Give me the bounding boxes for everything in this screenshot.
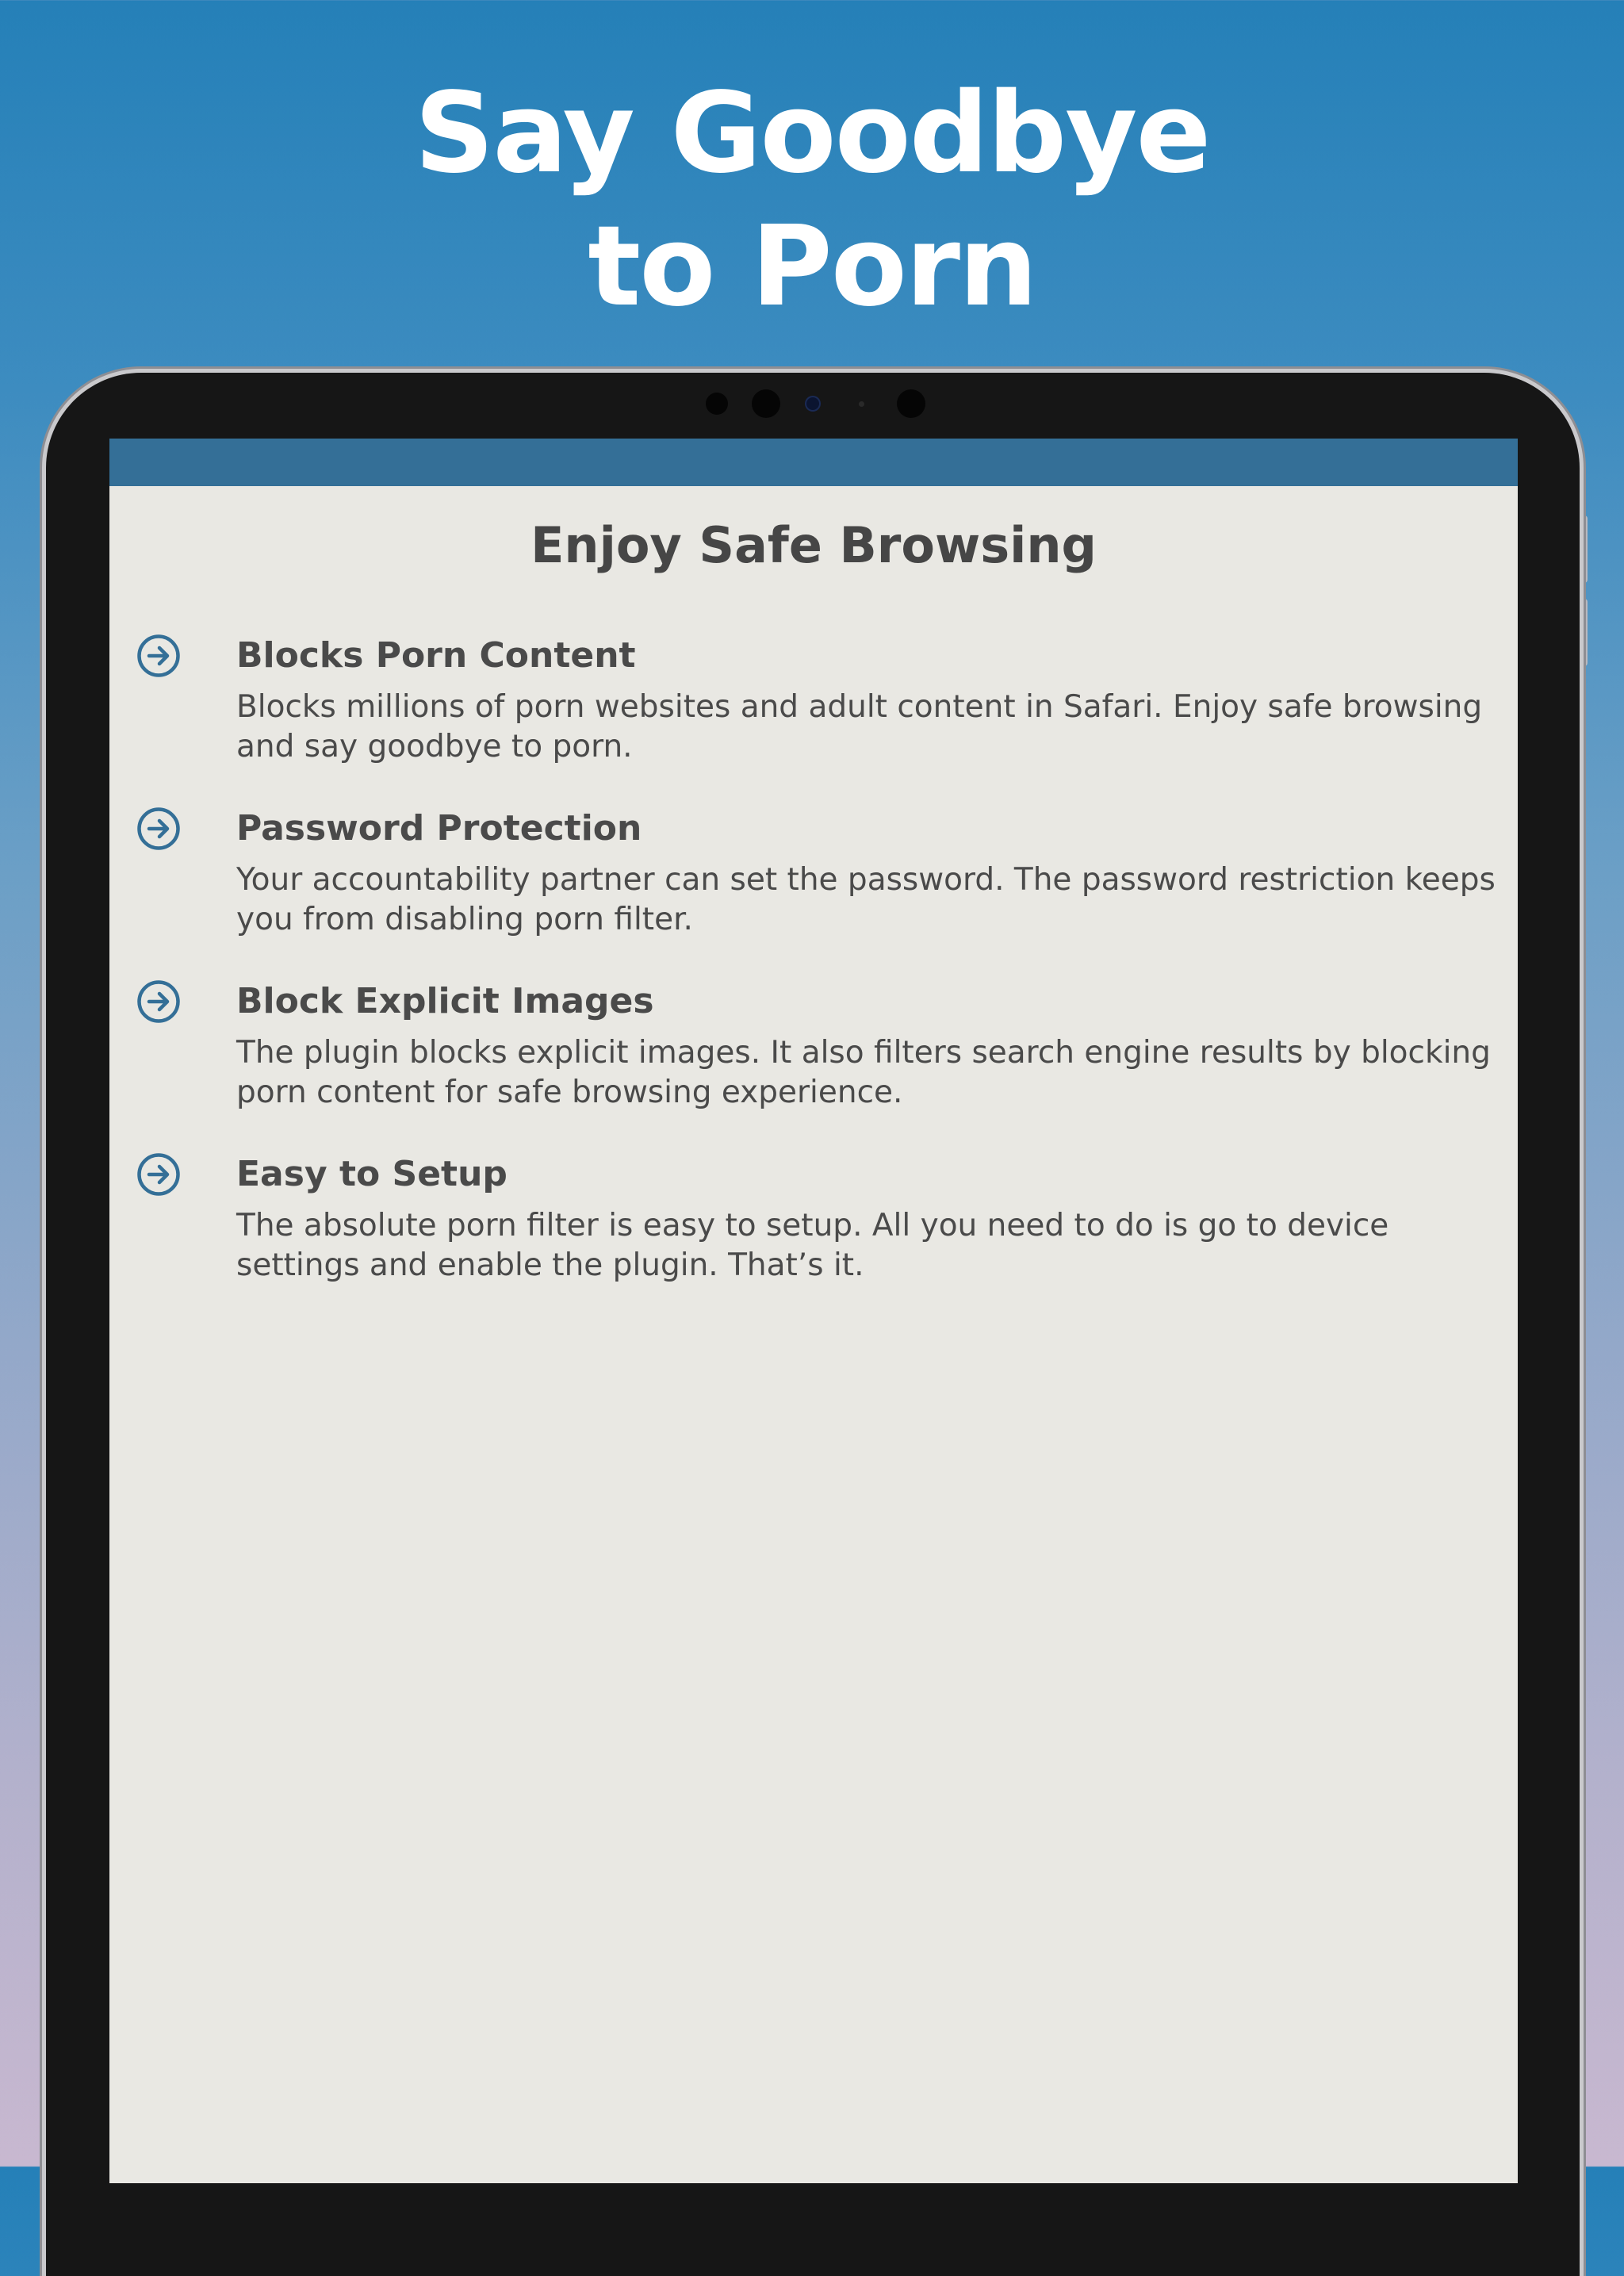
- feature-description: The absolute porn filter is easy to setup. All you need to do is go to device settings and enable the plugin. That’s it.: [236, 1208, 1389, 1283]
- screen-title: Enjoy Safe Browsing: [530, 516, 1097, 574]
- circle-arrow-right-icon: [136, 634, 181, 678]
- feature-title: Block Explicit Images: [236, 981, 654, 1021]
- device-volume-down-button: [1581, 599, 1588, 666]
- feature-description: Your accountability partner can set the password. The password restriction keeps you from disabling porn filter.: [236, 862, 1496, 937]
- sensor-dot: [752, 389, 780, 418]
- navigation-bar: [109, 439, 1518, 486]
- circle-arrow-right-icon: [136, 1152, 181, 1197]
- app-screen: [109, 439, 1518, 2183]
- feature-description: Blocks millions of porn websites and adult content in Safari. Enjoy safe browsing and say goodbye to porn.: [236, 689, 1483, 764]
- feature-title: Blocks Porn Content: [236, 635, 636, 676]
- circle-arrow-right-icon: [136, 807, 181, 851]
- headline-line-2: to Porn: [588, 202, 1036, 331]
- sensor-dot: [897, 389, 925, 418]
- device-volume-up-button: [1581, 515, 1588, 583]
- sensor-dot: [706, 393, 728, 415]
- promo-headline: [0, 67, 1624, 334]
- sensor-dot: [859, 401, 864, 407]
- circle-arrow-right-icon: [136, 979, 181, 1024]
- headline-line-1: Say Goodbye: [414, 69, 1210, 198]
- feature-description: The plugin blocks explicit images. It also filters search engine results by blocking porn content for safe browsing experience.: [236, 1035, 1491, 1110]
- feature-title: Password Protection: [236, 808, 642, 849]
- camera-lens-icon: [806, 397, 819, 410]
- feature-title: Easy to Setup: [236, 1154, 508, 1194]
